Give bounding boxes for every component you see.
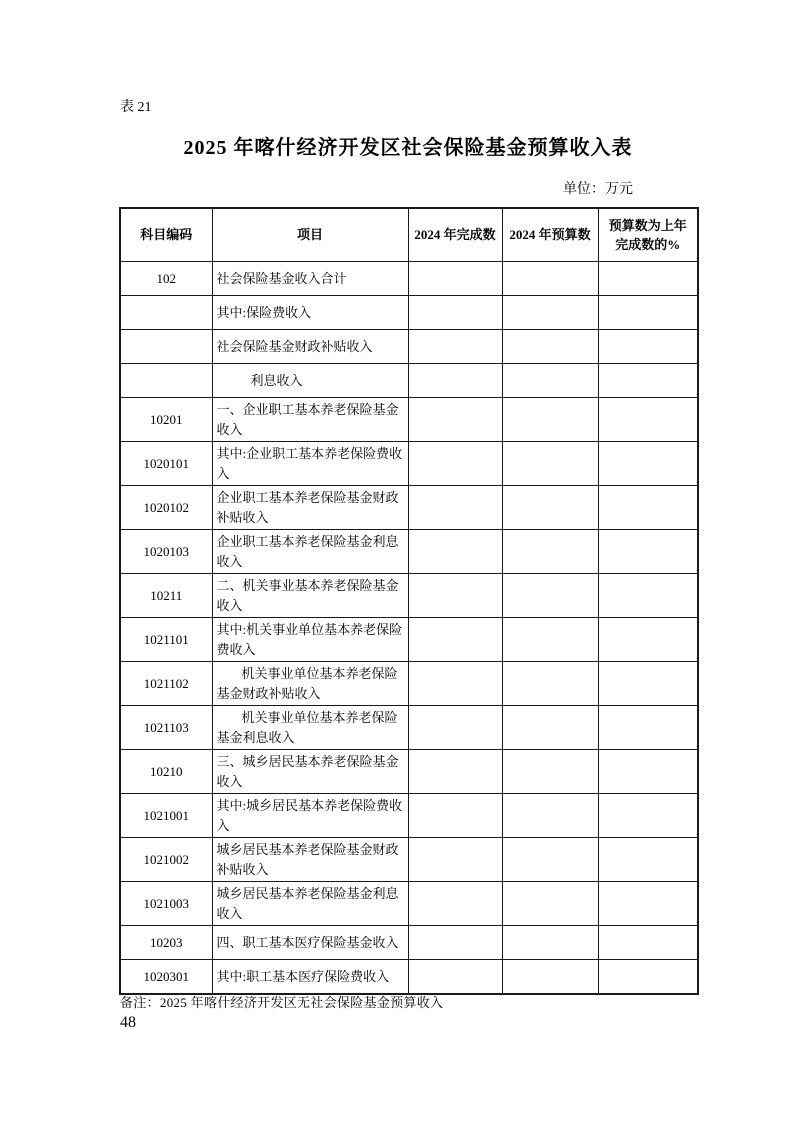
value-cell-2024-actual — [408, 364, 502, 398]
value-cell-ratio — [598, 960, 698, 995]
code-cell: 1020301 — [120, 960, 212, 995]
budget-revenue-table — [119, 207, 699, 995]
item-cell: 四、职工基本医疗保险基金收入 — [212, 926, 408, 960]
table-row — [120, 296, 698, 330]
value-cell-2024-actual — [408, 574, 502, 618]
value-cell-2024-actual — [408, 882, 502, 926]
value-cell-2024-budget — [502, 398, 598, 442]
item-cell: 一、企业职工基本养老保险基金收入 — [212, 398, 408, 442]
value-cell-2024-actual — [408, 794, 502, 838]
header-2024-budget: 2024 年预算数 — [502, 208, 598, 262]
item-cell: 其中:保险费收入 — [212, 296, 408, 330]
item-cell: 机关事业单位基本养老保险基金财政补贴收入 — [212, 662, 408, 706]
table-header-row — [120, 208, 698, 262]
code-cell: 10210 — [120, 750, 212, 794]
table-row — [120, 262, 698, 296]
value-cell-2024-actual — [408, 530, 502, 574]
value-cell-2024-budget — [502, 296, 598, 330]
code-cell: 10211 — [120, 574, 212, 618]
item-cell: 社会保险基金财政补贴收入 — [212, 330, 408, 364]
table-row — [120, 486, 698, 530]
value-cell-2024-actual — [408, 662, 502, 706]
value-cell-2024-budget — [502, 618, 598, 662]
value-cell-2024-budget — [502, 442, 598, 486]
value-cell-2024-budget — [502, 794, 598, 838]
table-row — [120, 330, 698, 364]
value-cell-2024-budget — [502, 960, 598, 995]
value-cell-2024-actual — [408, 330, 502, 364]
value-cell-ratio — [598, 296, 698, 330]
value-cell-2024-actual — [408, 262, 502, 296]
item-cell: 企业职工基本养老保险基金财政补贴收入 — [212, 486, 408, 530]
code-cell: 10203 — [120, 926, 212, 960]
value-cell-ratio — [598, 364, 698, 398]
value-cell-2024-actual — [408, 442, 502, 486]
value-cell-ratio — [598, 398, 698, 442]
code-cell: 1020102 — [120, 486, 212, 530]
value-cell-2024-budget — [502, 364, 598, 398]
code-cell — [120, 296, 212, 330]
footnote: 备注：2025 年喀什经济开发区无社会保险基金预算收入 — [120, 995, 444, 1010]
code-cell: 1021103 — [120, 706, 212, 750]
value-cell-2024-budget — [502, 330, 598, 364]
value-cell-ratio — [598, 486, 698, 530]
header-item: 项目 — [212, 208, 408, 262]
item-cell: 其中:机关事业单位基本养老保险费收入 — [212, 618, 408, 662]
value-cell-2024-budget — [502, 838, 598, 882]
page-title: 2025 年喀什经济开发区社会保险基金预算收入表 — [183, 137, 633, 159]
item-cell: 社会保险基金收入合计 — [212, 262, 408, 296]
value-cell-2024-budget — [502, 882, 598, 926]
value-cell-2024-actual — [408, 486, 502, 530]
value-cell-2024-budget — [502, 262, 598, 296]
value-cell-2024-actual — [408, 296, 502, 330]
table-row — [120, 662, 698, 706]
table-row — [120, 706, 698, 750]
code-cell: 10201 — [120, 398, 212, 442]
code-cell: 1021101 — [120, 618, 212, 662]
table-body — [120, 262, 698, 995]
value-cell-2024-actual — [408, 960, 502, 995]
page-number: 48 — [120, 1014, 136, 1031]
item-cell: 利息收入 — [212, 364, 408, 398]
table-row — [120, 530, 698, 574]
code-cell: 102 — [120, 262, 212, 296]
header-budget-ratio: 预算数为上年完成数的% — [598, 208, 698, 262]
value-cell-ratio — [598, 330, 698, 364]
value-cell-2024-budget — [502, 662, 598, 706]
value-cell-ratio — [598, 530, 698, 574]
value-cell-ratio — [598, 882, 698, 926]
item-cell: 机关事业单位基本养老保险基金利息收入 — [212, 706, 408, 750]
table-row — [120, 750, 698, 794]
table-row — [120, 794, 698, 838]
value-cell-2024-actual — [408, 706, 502, 750]
table-row — [120, 618, 698, 662]
item-cell: 二、机关事业基本养老保险基金收入 — [212, 574, 408, 618]
code-cell — [120, 330, 212, 364]
table-row — [120, 398, 698, 442]
value-cell-ratio — [598, 574, 698, 618]
code-cell: 1021002 — [120, 838, 212, 882]
value-cell-2024-actual — [408, 398, 502, 442]
code-cell: 1021003 — [120, 882, 212, 926]
table-row — [120, 442, 698, 486]
table-row — [120, 926, 698, 960]
header-2024-actual: 2024 年完成数 — [408, 208, 502, 262]
value-cell-2024-budget — [502, 750, 598, 794]
value-cell-2024-actual — [408, 926, 502, 960]
table-row — [120, 960, 698, 995]
table-row — [120, 574, 698, 618]
code-cell — [120, 364, 212, 398]
value-cell-ratio — [598, 706, 698, 750]
header-subject-code: 科目编码 — [120, 208, 212, 262]
item-cell: 其中:企业职工基本养老保险费收入 — [212, 442, 408, 486]
table-row — [120, 838, 698, 882]
value-cell-ratio — [598, 262, 698, 296]
value-cell-2024-budget — [502, 530, 598, 574]
item-cell: 三、城乡居民基本养老保险基金收入 — [212, 750, 408, 794]
item-cell: 其中:城乡居民基本养老保险费收入 — [212, 794, 408, 838]
code-cell: 1020103 — [120, 530, 212, 574]
item-cell: 企业职工基本养老保险基金利息收入 — [212, 530, 408, 574]
code-cell: 1020101 — [120, 442, 212, 486]
item-cell: 其中:职工基本医疗保险费收入 — [212, 960, 408, 995]
value-cell-2024-actual — [408, 618, 502, 662]
value-cell-ratio — [598, 750, 698, 794]
value-cell-2024-actual — [408, 750, 502, 794]
item-cell: 城乡居民基本养老保险基金利息收入 — [212, 882, 408, 926]
item-cell: 城乡居民基本养老保险基金财政补贴收入 — [212, 838, 408, 882]
table-row — [120, 882, 698, 926]
value-cell-2024-actual — [408, 838, 502, 882]
value-cell-ratio — [598, 442, 698, 486]
value-cell-2024-budget — [502, 574, 598, 618]
code-cell: 1021001 — [120, 794, 212, 838]
value-cell-2024-budget — [502, 486, 598, 530]
value-cell-ratio — [598, 926, 698, 960]
value-cell-ratio — [598, 838, 698, 882]
value-cell-2024-budget — [502, 926, 598, 960]
value-cell-ratio — [598, 618, 698, 662]
table-row — [120, 364, 698, 398]
value-cell-ratio — [598, 662, 698, 706]
value-cell-ratio — [598, 794, 698, 838]
value-cell-2024-budget — [502, 706, 598, 750]
unit-label: 单位：万元 — [563, 182, 633, 197]
table-number-label: 表 21 — [120, 100, 152, 115]
code-cell: 1021102 — [120, 662, 212, 706]
